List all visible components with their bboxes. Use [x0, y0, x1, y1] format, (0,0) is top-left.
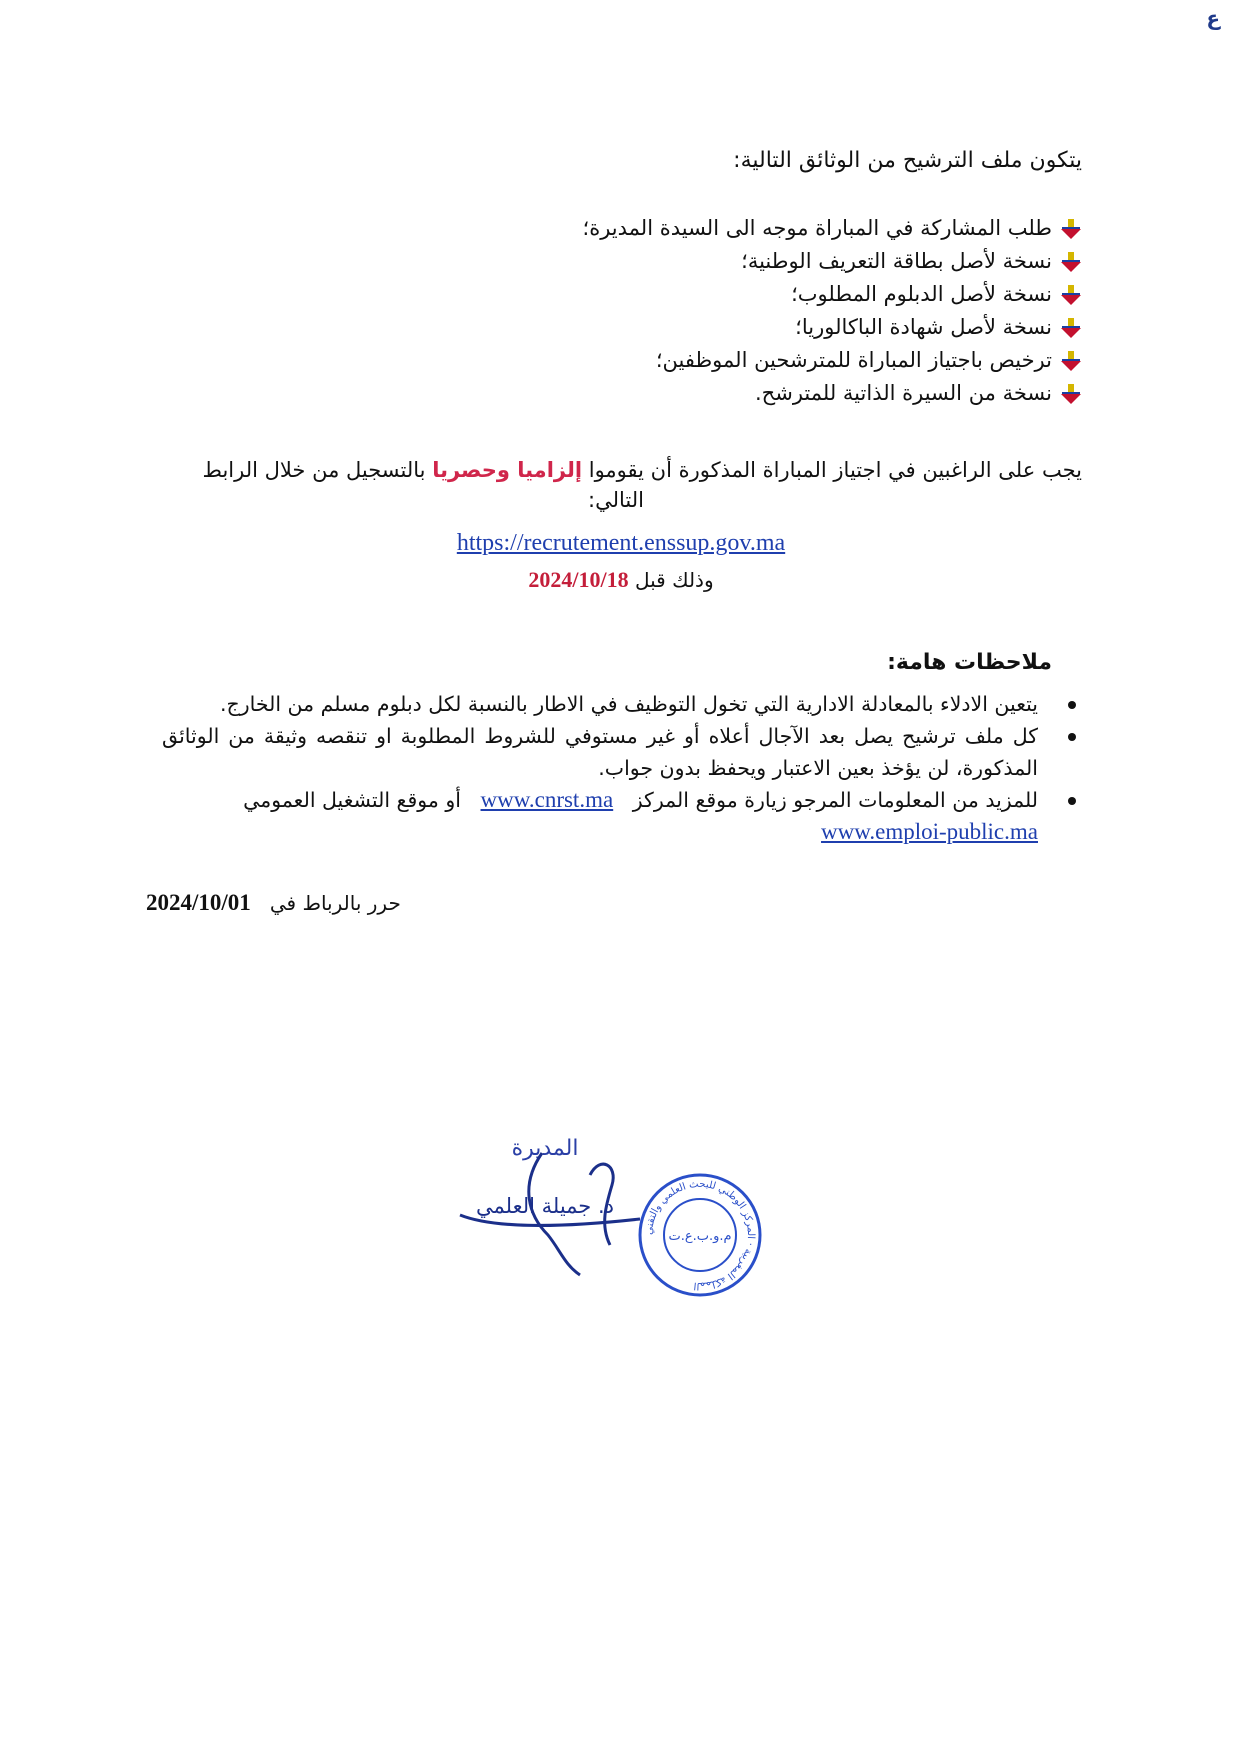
- arrow-down-icon: [1060, 218, 1082, 240]
- list-item: نسخة من السيرة الذاتية للمترشح.: [583, 377, 1082, 410]
- notes-title: ملاحظات هامة:: [887, 650, 1052, 675]
- director-name: د. جميلة العلمي: [475, 1194, 615, 1218]
- list-item: نسخة لأصل شهادة الباكالوريا؛: [583, 311, 1082, 344]
- registration-line2: التالي:: [588, 488, 644, 512]
- signature-stamp-area: [450, 1115, 810, 1305]
- stamp-ring-text: المملكة المغربية · المركز الوطني للبحث العلمي والتقني: [643, 1178, 757, 1292]
- signature-date: 2024/10/01: [146, 890, 251, 915]
- stamp-center-text: م.و.ب.ع.ت: [668, 1229, 732, 1244]
- mandatory-highlight: إلزاميا وحصريا: [432, 458, 583, 482]
- bullet-icon: [1068, 797, 1076, 805]
- notes-list: [162, 688, 1082, 848]
- registration-link[interactable]: https://recrutement.enssup.gov.ma: [456, 530, 786, 556]
- documents-list: [583, 212, 1082, 410]
- bullet-icon: [1068, 701, 1076, 709]
- official-stamp: [640, 1175, 760, 1295]
- documents-intro: يتكون ملف الترشيح من الوثائق التالية:: [733, 148, 1082, 173]
- cnrst-link[interactable]: www.cnrst.ma: [480, 787, 614, 812]
- list-item: طلب المشاركة في المباراة موجه الى السيدة المديرة؛: [583, 212, 1082, 245]
- emploi-public-link[interactable]: www.emploi-public.ma: [821, 819, 1038, 844]
- list-item: للمزيد من المعلومات المرجو زيارة موقع المركز www.cnrst.ma أو موقع التشغيل العمومي www.emploi-public.ma: [162, 784, 1082, 848]
- place-date-line: حرر بالرباط في 2024/10/01: [146, 890, 401, 915]
- signature-title: المديرة: [511, 1136, 579, 1161]
- deadline-date: 2024/10/18: [528, 567, 629, 592]
- registration-link-row: [0, 530, 1242, 557]
- arrow-down-icon: [1060, 350, 1082, 372]
- list-item: يتعين الادلاء بالمعادلة الادارية التي تخول التوظيف في الاطار بالنسبة لكل دبلوم مسلم من الخارج.: [162, 688, 1082, 720]
- list-item: نسخة لأصل بطاقة التعريف الوطنية؛: [583, 245, 1082, 278]
- registration-paragraph: يجب على الراغبين في اجتياز المباراة المذكورة أن يقوموا إلزاميا وحصريا بالتسجيل من خلال الرابط: [202, 458, 1082, 482]
- arrow-down-icon: [1060, 317, 1082, 339]
- list-item: نسخة لأصل الدبلوم المطلوب؛: [583, 278, 1082, 311]
- bullet-icon: [1068, 733, 1076, 741]
- list-item: كل ملف ترشيح يصل بعد الآجال أعلاه أو غير مستوفي للشروط المطلوبة او تنقصه وثيقة من الوثائق المذكورة، لن يؤخذ بعين الاعتبار ويحفظ بدون جواب.: [162, 720, 1082, 784]
- arrow-down-icon: [1060, 284, 1082, 306]
- arrow-down-icon: [1060, 383, 1082, 405]
- arrow-down-icon: [1060, 251, 1082, 273]
- list-item: ترخيص باجتياز المباراة للمترشحين الموظفين؛: [583, 344, 1082, 377]
- deadline-line: وذلك قبل 2024/10/18: [528, 567, 714, 592]
- corner-mark: ع: [1206, 6, 1220, 30]
